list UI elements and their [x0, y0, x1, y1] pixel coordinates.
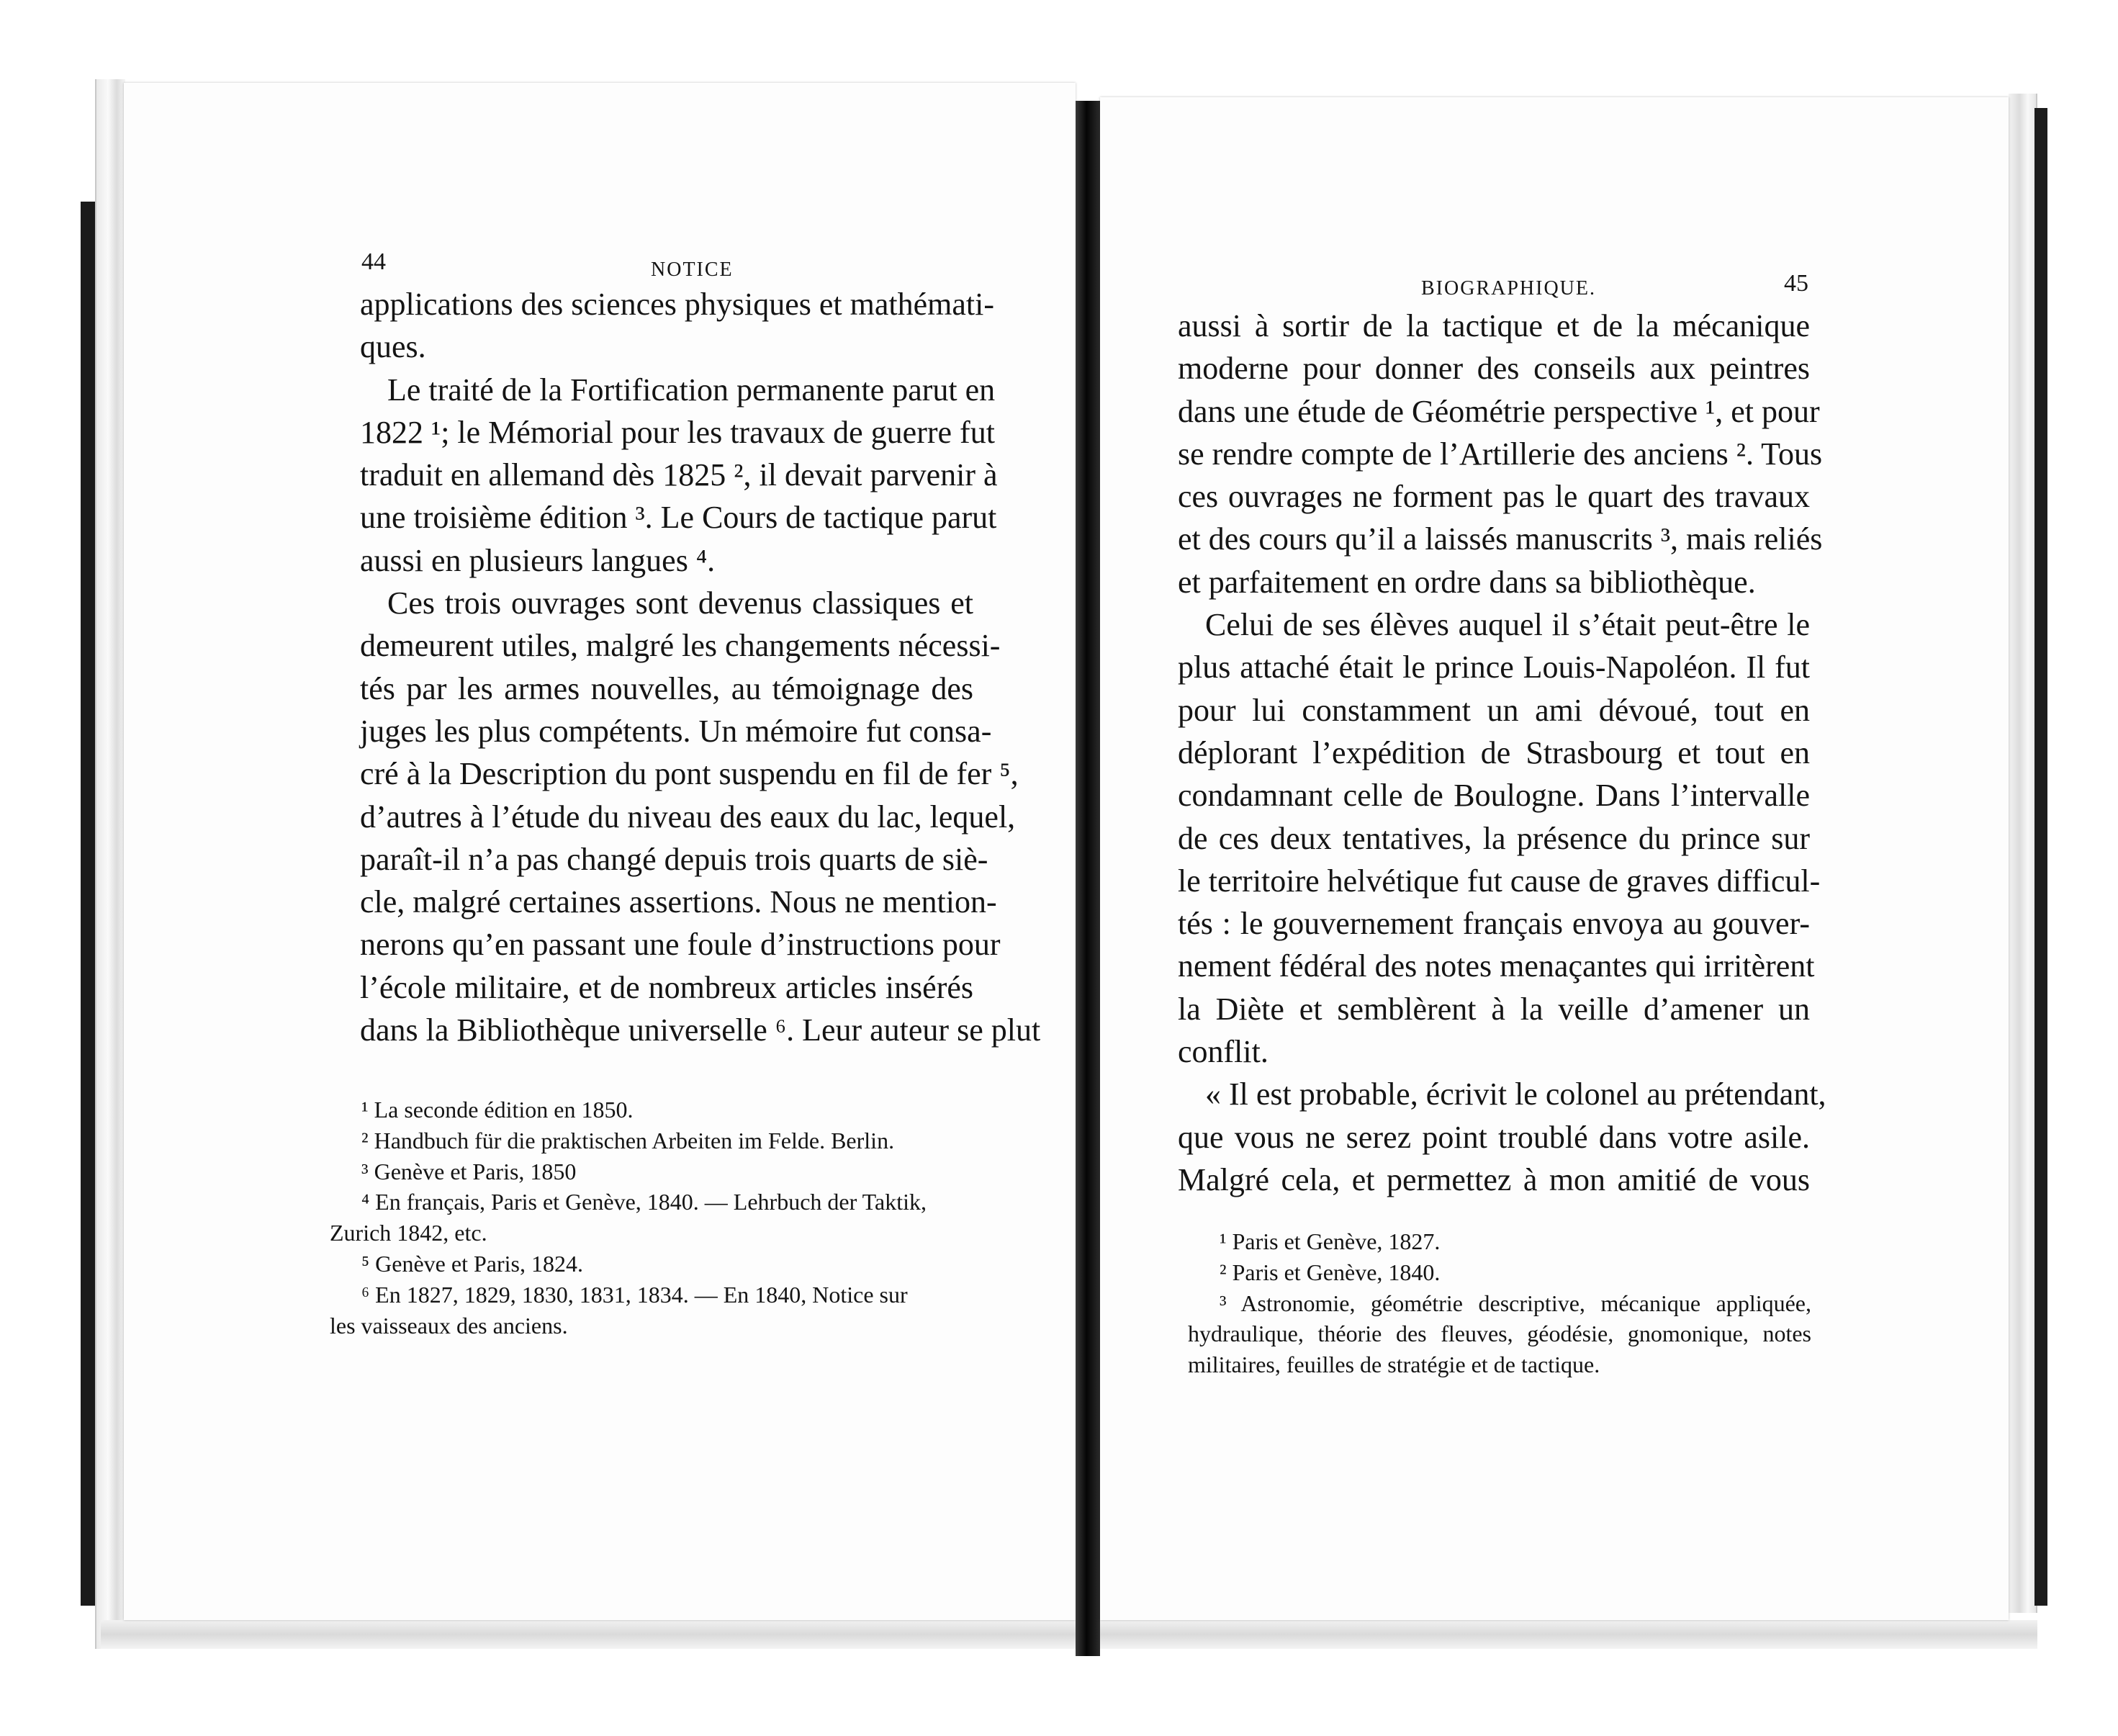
text-line: tés par les armes nouvelles, au témoignage des: [360, 670, 973, 706]
text-line: tés : le gouvernement français envoya au gouver-: [1178, 906, 1810, 942]
page-number-left: 44: [361, 248, 386, 275]
bottom-page-edges: [101, 1620, 2037, 1649]
footnote: ² Paris et Genève, 1840.: [1220, 1259, 1441, 1285]
text-line: « Il est probable, écrivit le colonel au prétendant,: [1205, 1076, 1826, 1112]
text-line: conflit.: [1178, 1034, 1268, 1070]
footnote: hydraulique, théorie des fleuves, géodésie, gnomonique, notes: [1188, 1321, 1811, 1347]
text-line: dans la Bibliothèque universelle ⁶. Leur auteur se plut: [360, 1012, 1041, 1048]
text-line: Malgré cela, et permettez à mon amitié de vous: [1178, 1161, 1810, 1197]
text-line: cré à la Description du pont suspendu en fil de fer ⁵,: [360, 756, 1019, 792]
text-line: dans une étude de Géométrie perspective ¹, et pour: [1178, 393, 1820, 429]
text-line: une troisième édition ³. Le Cours de tactique parut: [360, 500, 997, 536]
text-line: d’autres à l’étude du niveau des eaux du lac, lequel,: [360, 799, 1016, 835]
text-line: juges les plus compétents. Un mémoire fut consa-: [360, 713, 992, 749]
text-line: Ces trois ouvrages sont devenus classiques et: [387, 585, 973, 621]
text-line: et parfaitement en ordre dans sa bibliothèque.: [1178, 564, 1756, 600]
right-page-edges: [2009, 94, 2037, 1613]
footnote: ⁵ Genève et Paris, 1824.: [361, 1250, 583, 1277]
text-line: l’école militaire, et de nombreux articles insérés: [360, 969, 973, 1005]
footnote: ⁴ En français, Paris et Genève, 1840. — Lehrbuch der Taktik,: [361, 1189, 927, 1215]
book-gutter: [1076, 101, 1100, 1656]
right-page: [1100, 97, 2009, 1620]
left-cover-board: [81, 202, 95, 1606]
text-line: nerons qu’en passant une foule d’instructions pour: [360, 927, 1001, 963]
text-line: pour lui constamment un ami dévoué, tout en: [1178, 692, 1810, 728]
left-page: [124, 83, 1076, 1620]
footnote: ⁶ En 1827, 1829, 1830, 1831, 1834. — En 1840, Notice sur: [361, 1281, 908, 1308]
running-head-right: BIOGRAPHIQUE.: [1421, 277, 1596, 300]
text-line: demeurent utiles, malgré les changements nécessi-: [360, 628, 1001, 664]
text-line: déplorant l’expédition de Strasbourg et tout en: [1178, 734, 1810, 770]
left-footnotes: [330, 1094, 969, 1341]
footnote: ¹ Paris et Genève, 1827.: [1220, 1228, 1441, 1254]
text-line: paraît-il n’a pas changé depuis trois quarts de siè-: [360, 841, 988, 877]
left-page-edges: [95, 79, 125, 1649]
text-line: traduit en allemand dès 1825 ², il devait parvenir à: [360, 457, 998, 493]
right-body-text: [1178, 305, 1826, 1201]
footnote: les vaisseaux des anciens.: [330, 1312, 568, 1339]
text-line: aussi en plusieurs langues ⁴.: [360, 542, 716, 578]
right-footnotes: [1188, 1226, 1811, 1380]
left-body-text: [360, 283, 1041, 1051]
footnote: ² Handbuch für die praktischen Arbeiten im Felde. Berlin.: [361, 1127, 895, 1153]
text-line: de ces deux tentatives, la présence du prince sur: [1178, 820, 1810, 856]
text-line: aussi à sortir de la tactique et de la mécanique: [1178, 308, 1810, 343]
text-line: le territoire helvétique fut cause de graves difficul-: [1178, 863, 1821, 899]
text-line: applications des sciences physiques et mathémati-: [360, 287, 994, 322]
text-line: nement fédéral des notes menaçantes qui irritèrent: [1178, 948, 1815, 984]
text-line: Celui de ses élèves auquel il s’était peut-être le: [1205, 607, 1810, 643]
footnote: militaires, feuilles de stratégie et de tactique.: [1188, 1352, 1600, 1378]
text-line: ces ouvrages ne forment pas le quart des travaux: [1178, 479, 1810, 515]
footnote: Zurich 1842, etc.: [330, 1220, 487, 1246]
text-line: et des cours qu’il a laissés manuscrits ³, mais reliés: [1178, 521, 1823, 557]
text-line: la Diète et semblèrent à la veille d’amener un: [1178, 991, 1810, 1027]
text-line: Le traité de la Fortification permanente parut en: [387, 372, 996, 408]
footnote: ¹ La seconde édition en 1850.: [361, 1097, 634, 1123]
text-line: que vous ne serez point troublé dans votre asile.: [1178, 1119, 1810, 1155]
page-number-right: 45: [1784, 270, 1808, 297]
text-line: ques.: [360, 329, 426, 365]
running-head-left: NOTICE: [651, 258, 734, 281]
footnote: ³ Genève et Paris, 1850: [361, 1158, 577, 1184]
text-line: moderne pour donner des conseils aux peintres: [1178, 351, 1810, 387]
text-line: 1822 ¹; le Mémorial pour les travaux de guerre fut: [360, 414, 995, 450]
text-line: condamnant celle de Boulogne. Dans l’intervalle: [1178, 778, 1810, 814]
right-cover-board: [2034, 108, 2047, 1606]
text-line: plus attaché était le prince Louis-Napoléon. Il fut: [1178, 649, 1810, 685]
footnote: ³ Astronomie, géométrie descriptive, mécanique appliquée,: [1220, 1290, 1811, 1316]
text-line: se rendre compte de l’Artillerie des anciens ². Tous: [1178, 436, 1823, 472]
text-line: cle, malgré certaines assertions. Nous ne mention-: [360, 884, 997, 920]
